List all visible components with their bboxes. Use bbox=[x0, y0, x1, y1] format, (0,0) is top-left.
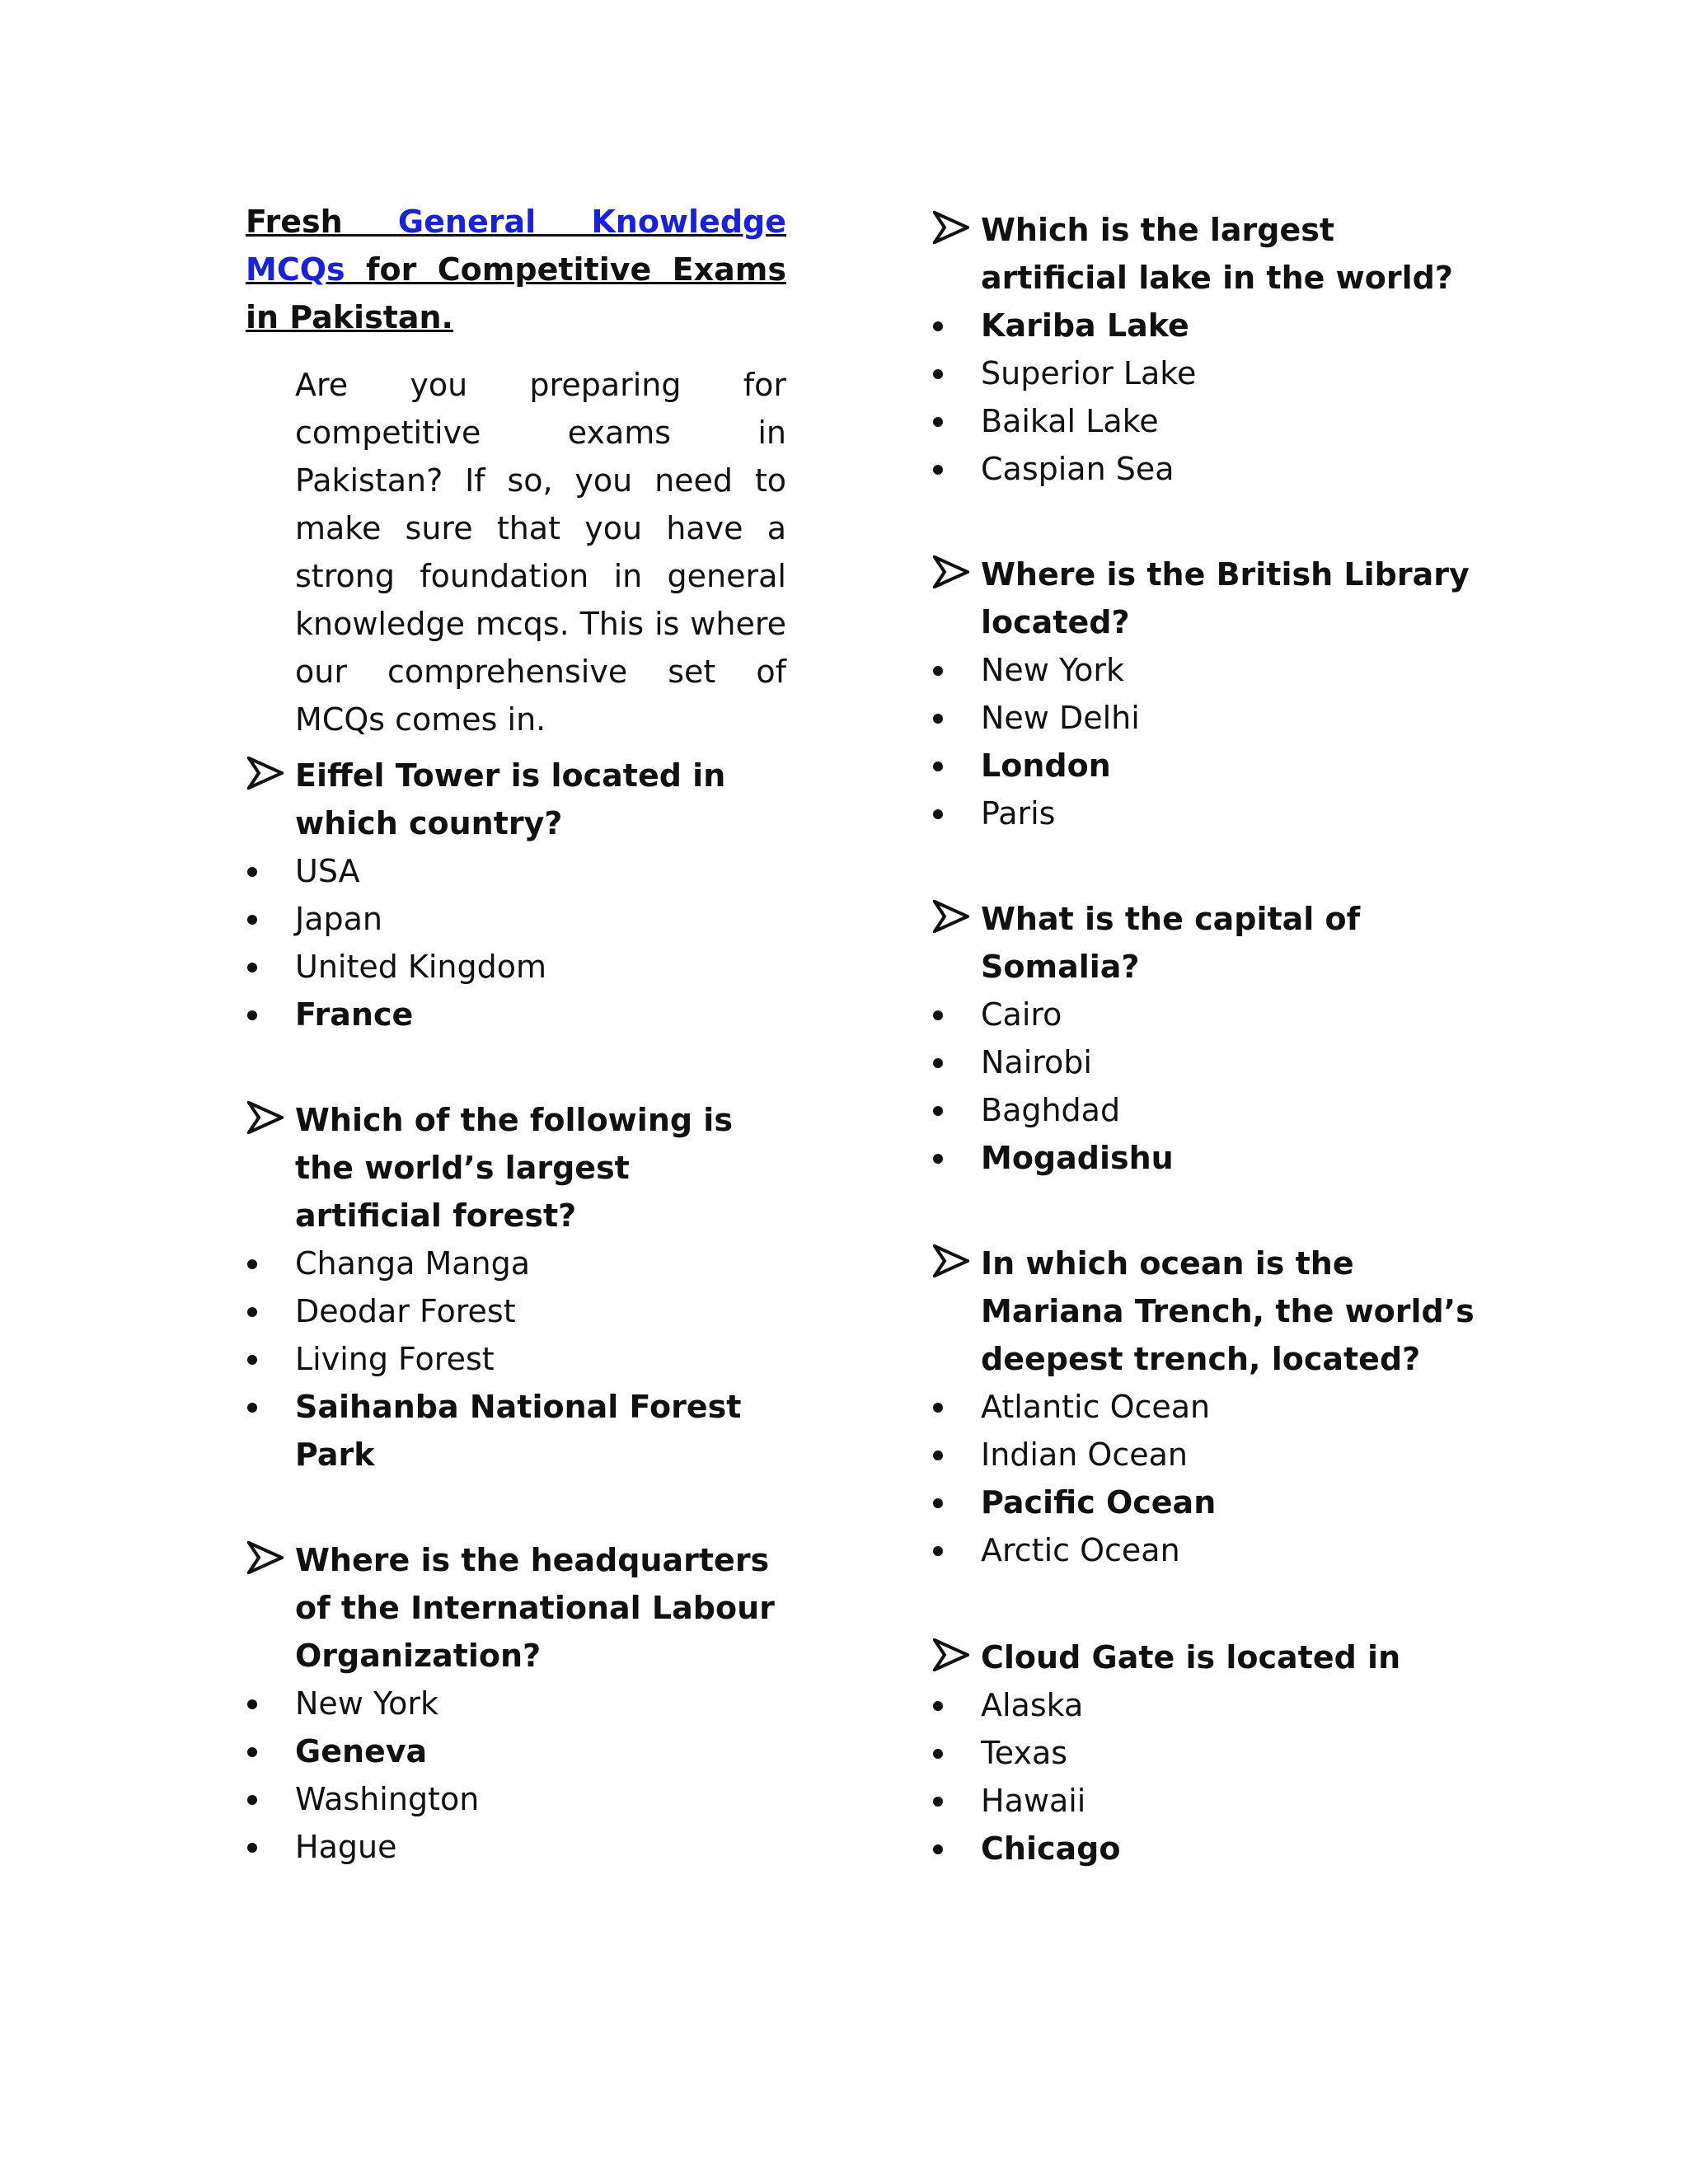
bullet-icon bbox=[933, 1546, 943, 1556]
bullet-icon bbox=[247, 1699, 257, 1709]
correct-option: France bbox=[246, 991, 786, 1038]
option-item: Changa Manga bbox=[246, 1240, 786, 1287]
options-list bbox=[931, 302, 1492, 493]
bullet-icon bbox=[933, 1403, 943, 1413]
option-item: New York bbox=[931, 646, 1492, 694]
option-item: Living Forest bbox=[246, 1335, 786, 1383]
bullet-icon bbox=[933, 1106, 943, 1116]
title-prefix: Fresh bbox=[246, 204, 398, 240]
bullet-icon bbox=[247, 1843, 257, 1853]
question-text: Which of the following is the world’s largest artificial forest? bbox=[246, 1096, 786, 1240]
arrow-bullet-icon bbox=[933, 1638, 969, 1671]
option-item: Nairobi bbox=[931, 1038, 1492, 1086]
bullet-icon bbox=[933, 1844, 943, 1854]
bullet-icon bbox=[933, 714, 943, 724]
bullet-icon bbox=[933, 1058, 943, 1068]
option-item: Atlantic Ocean bbox=[931, 1383, 1492, 1431]
correct-option: Kariba Lake bbox=[931, 302, 1492, 349]
question-text: Eiffel Tower is located in which country? bbox=[246, 752, 786, 847]
option-item: Baikal Lake bbox=[931, 397, 1492, 445]
option-item: United Kingdom bbox=[246, 943, 786, 991]
correct-option: Saihanba National Forest Park bbox=[246, 1383, 786, 1479]
correct-option: Pacific Ocean bbox=[931, 1479, 1492, 1526]
bullet-icon bbox=[933, 321, 943, 331]
bullet-icon bbox=[933, 1498, 943, 1508]
bullet-icon bbox=[933, 1154, 943, 1164]
option-item: Arctic Ocean bbox=[931, 1526, 1492, 1574]
bullet-icon bbox=[933, 1010, 943, 1020]
option-item: Baghdad bbox=[931, 1086, 1492, 1134]
bullet-icon bbox=[933, 369, 943, 379]
intro-paragraph: Are you preparing for competitive exams in Pakistan? If so, you need to make sure that you have a strong foundation in general knowledge mcqs. This is where our comprehensive set of MCQs comes in. bbox=[295, 367, 786, 738]
options-list bbox=[931, 1383, 1492, 1574]
options-list bbox=[931, 991, 1492, 1182]
bullet-icon bbox=[247, 1747, 257, 1757]
bullet-icon bbox=[247, 1795, 257, 1805]
options-list bbox=[246, 1240, 786, 1479]
question-text: Which is the largest artificial lake in the world? bbox=[931, 206, 1492, 302]
correct-option: London bbox=[931, 742, 1492, 790]
correct-option: Geneva bbox=[246, 1727, 786, 1775]
correct-option: Mogadishu bbox=[931, 1134, 1492, 1182]
option-item: Washington bbox=[246, 1775, 786, 1823]
bullet-icon bbox=[247, 963, 257, 972]
question-text: Cloud Gate is located in bbox=[931, 1633, 1492, 1681]
bullet-icon bbox=[247, 867, 257, 877]
correct-option: Chicago bbox=[931, 1825, 1492, 1872]
bullet-icon bbox=[933, 1451, 943, 1460]
question-text: In which ocean is the Mariana Trench, the world’s deepest trench, located? bbox=[931, 1240, 1492, 1383]
option-item: Deodar Forest bbox=[246, 1287, 786, 1335]
bullet-icon bbox=[247, 1355, 257, 1365]
question-block bbox=[246, 1536, 786, 1871]
question-block bbox=[931, 551, 1492, 837]
options-list bbox=[931, 646, 1492, 837]
option-item: Texas bbox=[931, 1729, 1492, 1777]
question-text: Where is the British Library located? bbox=[931, 551, 1492, 646]
question-block bbox=[246, 752, 786, 1038]
bullet-icon bbox=[933, 1797, 943, 1807]
arrow-bullet-icon bbox=[933, 900, 969, 933]
question-block bbox=[931, 1240, 1492, 1574]
arrow-bullet-icon bbox=[933, 1244, 969, 1277]
bullet-icon bbox=[933, 809, 943, 819]
option-item: USA bbox=[246, 847, 786, 895]
general-knowledge-mcqs-link[interactable]: General Knowledge MCQs bbox=[246, 204, 786, 288]
bullet-icon bbox=[933, 762, 943, 771]
bullet-icon bbox=[247, 915, 257, 925]
option-item: Hague bbox=[246, 1823, 786, 1871]
title-suffix: for Competitive Exams in Pakistan. bbox=[246, 251, 786, 335]
option-item: New Delhi bbox=[931, 694, 1492, 742]
options-list bbox=[246, 1680, 786, 1871]
option-item: Indian Ocean bbox=[931, 1431, 1492, 1479]
bullet-icon bbox=[247, 1259, 257, 1269]
bullet-icon bbox=[933, 417, 943, 427]
bullet-icon bbox=[933, 465, 943, 475]
option-item: New York bbox=[246, 1680, 786, 1727]
bullet-icon bbox=[933, 666, 943, 676]
question-text: What is the capital of Somalia? bbox=[931, 895, 1492, 991]
question-block bbox=[931, 895, 1492, 1182]
option-item: Superior Lake bbox=[931, 349, 1492, 397]
arrow-bullet-icon bbox=[247, 757, 284, 790]
arrow-bullet-icon bbox=[933, 555, 969, 588]
question-block bbox=[246, 1096, 786, 1479]
page-title bbox=[246, 198, 786, 341]
option-item: Caspian Sea bbox=[931, 445, 1492, 493]
bullet-icon bbox=[247, 1307, 257, 1317]
arrow-bullet-icon bbox=[933, 211, 969, 244]
bullet-icon bbox=[933, 1749, 943, 1759]
option-item: Alaska bbox=[931, 1681, 1492, 1729]
question-block bbox=[931, 1633, 1492, 1872]
bullet-icon bbox=[247, 1010, 257, 1020]
bullet-icon bbox=[247, 1403, 257, 1413]
option-item: Japan bbox=[246, 895, 786, 943]
arrow-bullet-icon bbox=[247, 1101, 284, 1134]
option-item: Cairo bbox=[931, 991, 1492, 1038]
option-item: Hawaii bbox=[931, 1777, 1492, 1825]
options-list bbox=[246, 847, 786, 1038]
option-item: Paris bbox=[931, 790, 1492, 837]
question-text: Where is the headquarters of the International Labour Organization? bbox=[246, 1536, 786, 1680]
arrow-bullet-icon bbox=[247, 1541, 284, 1574]
bullet-icon bbox=[933, 1701, 943, 1711]
question-block bbox=[931, 206, 1492, 493]
options-list bbox=[931, 1681, 1492, 1872]
